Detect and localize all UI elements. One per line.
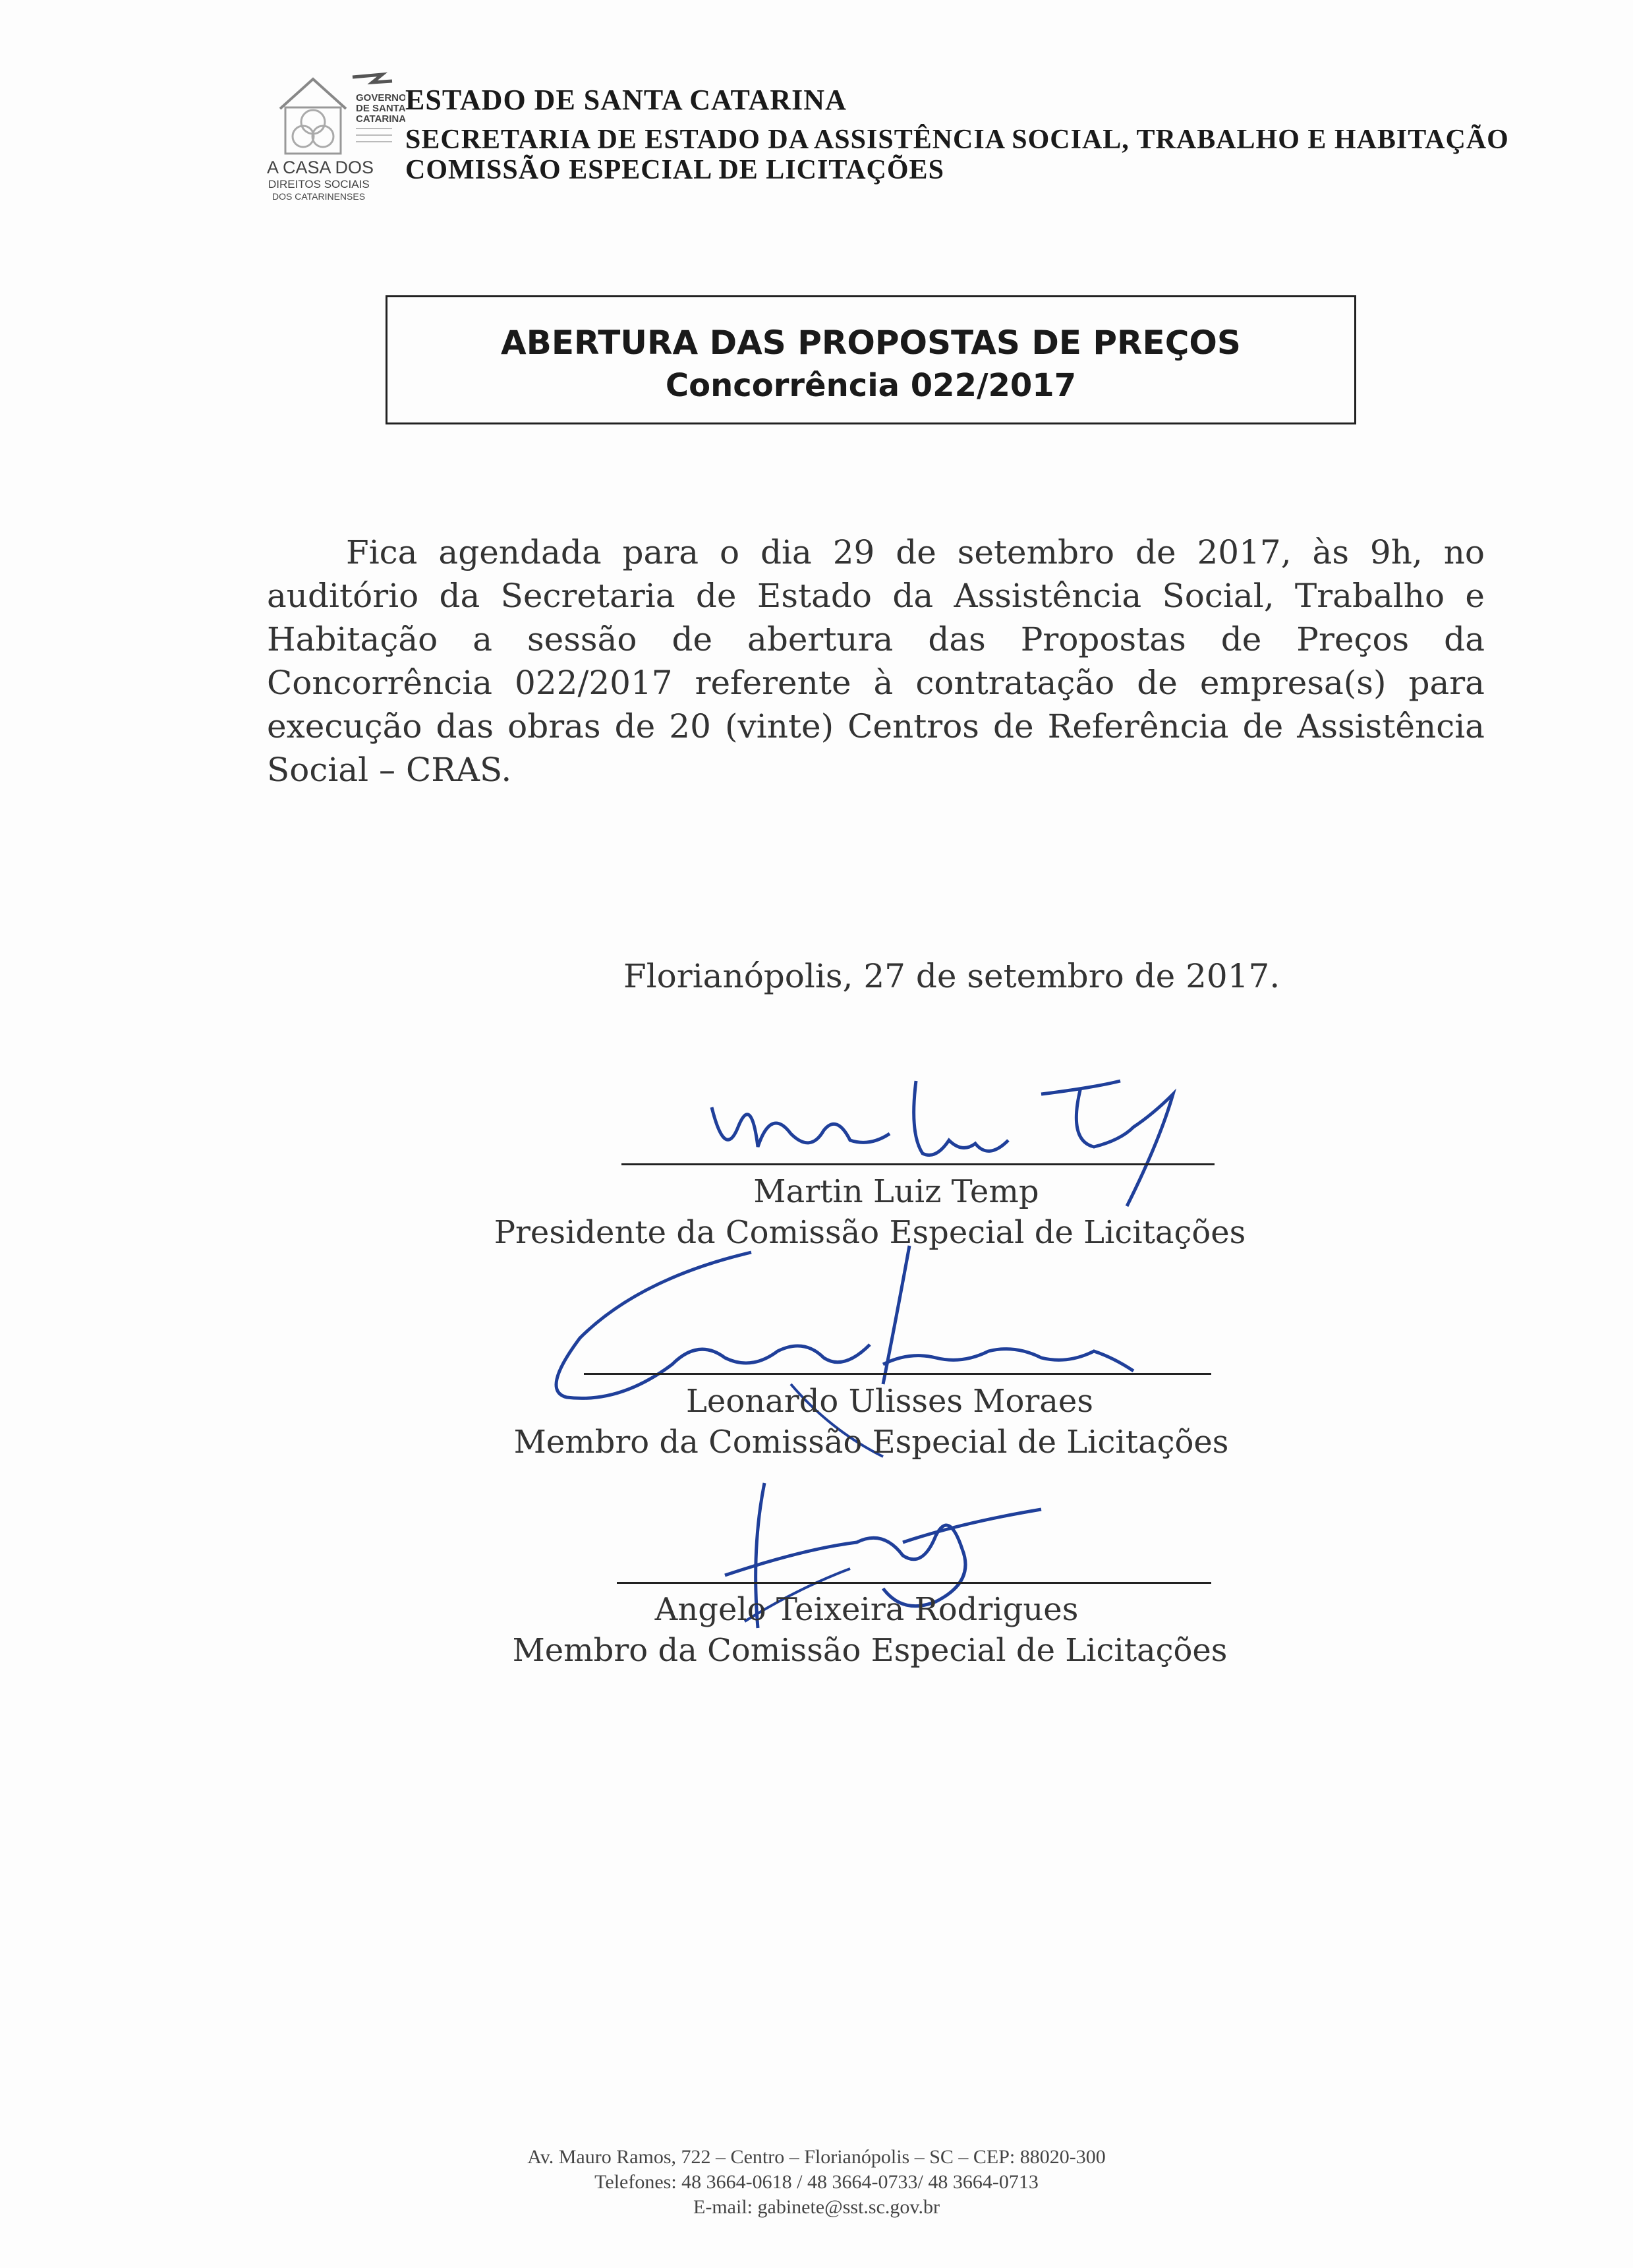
signatory-role-2: Membro da Comissão Especial de Licitações bbox=[513, 1424, 1229, 1461]
svg-text:DIREITOS SOCIAIS: DIREITOS SOCIAIS bbox=[268, 178, 370, 190]
signatory-name-3: Angelo Teixeira Rodrigues bbox=[654, 1591, 1079, 1628]
signatory-name-1: Martin Luiz Temp bbox=[753, 1173, 1039, 1210]
signatory-name-2: Leonardo Ulisses Moraes bbox=[686, 1383, 1093, 1420]
government-logo bbox=[267, 63, 405, 211]
document-title: ABERTURA DAS PROPOSTAS DE PREÇOS bbox=[501, 324, 1241, 362]
svg-text:A CASA DOS: A CASA DOS bbox=[267, 158, 374, 177]
house-logo-icon bbox=[267, 63, 405, 211]
header-secretariat: SECRETARIA DE ESTADO DA ASSISTÊNCIA SOCIAL, TRABALHO E HABITAÇÃO bbox=[405, 125, 1509, 155]
svg-text:GOVERNO: GOVERNO bbox=[356, 92, 405, 103]
footer-address: Av. Mauro Ramos, 722 – Centro – Florianópolis – SC – CEP: 88020-300 bbox=[527, 2146, 1106, 2168]
svg-text:DOS CATARINENSES: DOS CATARINENSES bbox=[272, 191, 366, 202]
body-paragraph: Fica agendada para o dia 29 de setembro de 2017, às 9h, no auditório da Secretaria de Estado da Assistência Social, Trabalho e Habitação a sessão de abertura das Propostas de Preços da Concorrência 022/2017 referente à contratação de empresa(s) para execução das obras de 20 (vinte) Centros de Referência de Assistência Social – CRAS. bbox=[267, 533, 1485, 789]
document-subtitle: Concorrência 022/2017 bbox=[665, 367, 1077, 404]
footer-phones: Telefones: 48 3664-0618 / 48 3664-0733/ 48 3664-0713 bbox=[594, 2171, 1039, 2193]
signature-line-2 bbox=[584, 1373, 1211, 1375]
signature-line-1 bbox=[621, 1163, 1215, 1165]
document-date: Florianópolis, 27 de setembro de 2017. bbox=[623, 957, 1280, 995]
title-box bbox=[386, 295, 1356, 424]
svg-text:CATARINA: CATARINA bbox=[356, 113, 405, 125]
header-state: ESTADO DE SANTA CATARINA bbox=[405, 84, 847, 116]
header-commission: COMISSÃO ESPECIAL DE LICITAÇÕES bbox=[405, 155, 944, 185]
svg-text:DE SANTA: DE SANTA bbox=[356, 103, 405, 114]
signatory-role-1: Presidente da Comissão Especial de Licitações bbox=[494, 1214, 1246, 1251]
signatory-role-3: Membro da Comissão Especial de Licitações bbox=[512, 1632, 1228, 1669]
footer-email: E-mail: gabinete@sst.sc.gov.br bbox=[693, 2196, 940, 2218]
signature-line-3 bbox=[617, 1582, 1211, 1584]
